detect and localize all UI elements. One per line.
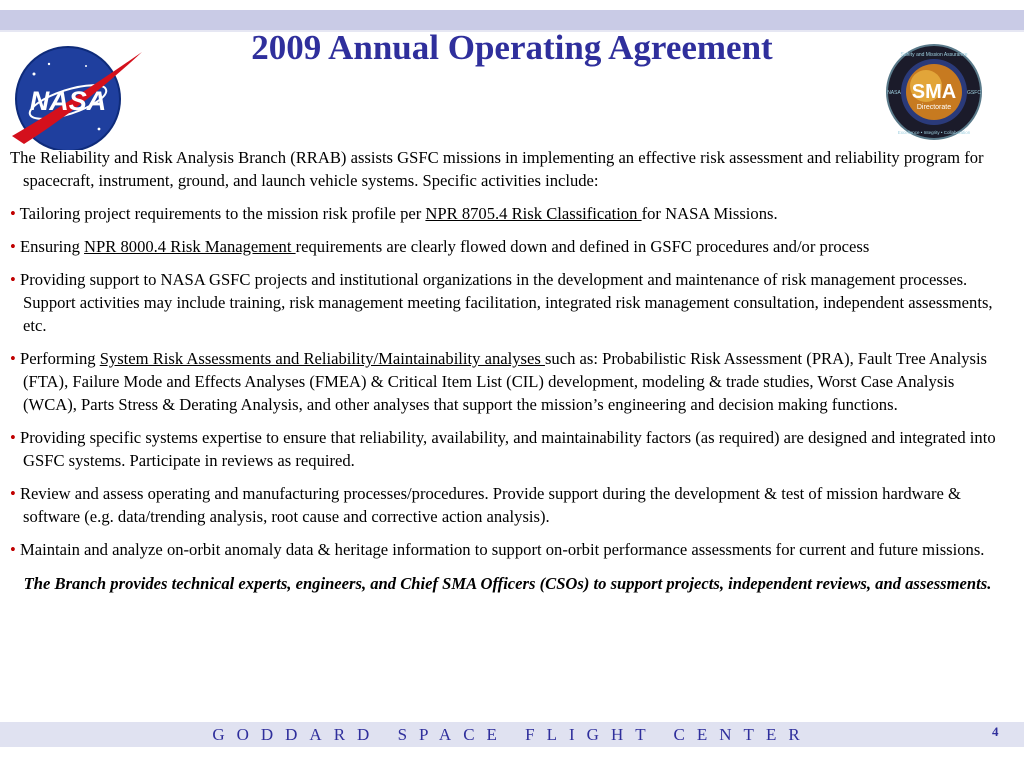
nasa-logo-icon (4, 44, 144, 150)
nasa-logo-text: NASA (29, 86, 107, 116)
bullet-text: such as: Probabilistic Risk Assessment (PRA), Fault Tree Analysis (FTA), Failure Mode and Effects Analyses (FMEA) & Critical Item List (CIL) development, modeling & trade studies, Worst Case Analysis (WCA), Parts Stress & Derating Analysis, and other analyses that support the mission’s engineering and decision making functions. (23, 349, 988, 414)
bullet-item-1 (10, 202, 1005, 225)
bullet-text: Tailoring project requirements to the mission risk profile per (15, 204, 426, 223)
bullet-text: Providing specific systems expertise to ensure that reliability, availability, and maintainability factors (as required) are designed and integrated into GSFC systems. Participate in reviews as required. (19, 428, 996, 470)
bullet-text: Performing (19, 349, 100, 368)
bullet-text: Providing support to NASA GSFC projects and institutional organizations in the development and maintenance of risk management processes. Support activities may include training, risk management meeting facilitation, integrated risk management consultation, independent assessments, etc. (19, 270, 993, 335)
bullet-marker: • (10, 484, 16, 503)
bullet-item-5 (10, 426, 1005, 472)
npr-8705-link[interactable]: NPR 8705.4 Risk Classification (425, 204, 642, 223)
bullet-marker: • (10, 204, 16, 223)
bullet-marker: • (10, 270, 16, 289)
bullet-item-6 (10, 482, 1005, 528)
sma-subtitle: Directorate (916, 104, 952, 111)
bullet-text: requirements are clearly flowed down and defined in GSFC procedures and/or process (295, 237, 870, 256)
npr-8000-link[interactable]: NPR 8000.4 Risk Management (84, 237, 296, 256)
top-band (0, 10, 1024, 30)
closing-statement: The Branch provides technical experts, engineers, and Chief SMA Officers (CSOs) to support projects, independent reviews, and assessments. (23, 574, 992, 593)
footer-text: GODDARD SPACE FLIGHT CENTER (212, 725, 812, 744)
sma-ring-left-text: NASA (887, 90, 901, 96)
slide-title: 2009 Annual Operating Agreement (251, 28, 773, 67)
intro-paragraph: The Reliability and Risk Analysis Branch (RRAB) assists GSFC missions in implementing an effective risk assessment and reliability program for spacecraft, instrument, ground, and launch vehicle systems. Specific activities include: (10, 148, 984, 190)
bullet-item-7 (10, 538, 1005, 561)
sma-ring-bottom-text: Excellence • Integrity • Collaboration (897, 130, 971, 135)
bullet-item-2 (10, 235, 1005, 258)
bullet-text: Review and assess operating and manufacturing processes/procedures. Provide support during the development & test of mission hardware & software (e.g. data/trending analysis, root cause and corrective action analysis). (19, 484, 961, 526)
page-number: 4 (992, 724, 999, 739)
bullet-marker: • (10, 237, 16, 256)
bullet-text: Ensuring (19, 237, 85, 256)
bullet-item-4 (10, 347, 1005, 416)
sma-ring-right-text: GSFC (967, 90, 981, 96)
bullet-marker: • (10, 349, 16, 368)
bullet-item-3 (10, 268, 1005, 337)
sma-seal-icon (874, 44, 998, 140)
slide-body (10, 146, 1005, 595)
system-risk-assessments-link[interactable]: System Risk Assessments and Reliability/Maintainability analyses (99, 349, 545, 368)
sma-center-text: SMA (911, 81, 957, 103)
sma-ring-top-text: Safety and Mission Assurance (900, 52, 968, 58)
bullet-text: Maintain and analyze on-orbit anomaly data & heritage information to support on-orbit performance assessments for current and future missions. (15, 540, 985, 559)
bullet-marker: • (10, 428, 16, 447)
bullet-text: for NASA Missions. (641, 204, 778, 223)
bullet-marker: • (10, 540, 16, 559)
